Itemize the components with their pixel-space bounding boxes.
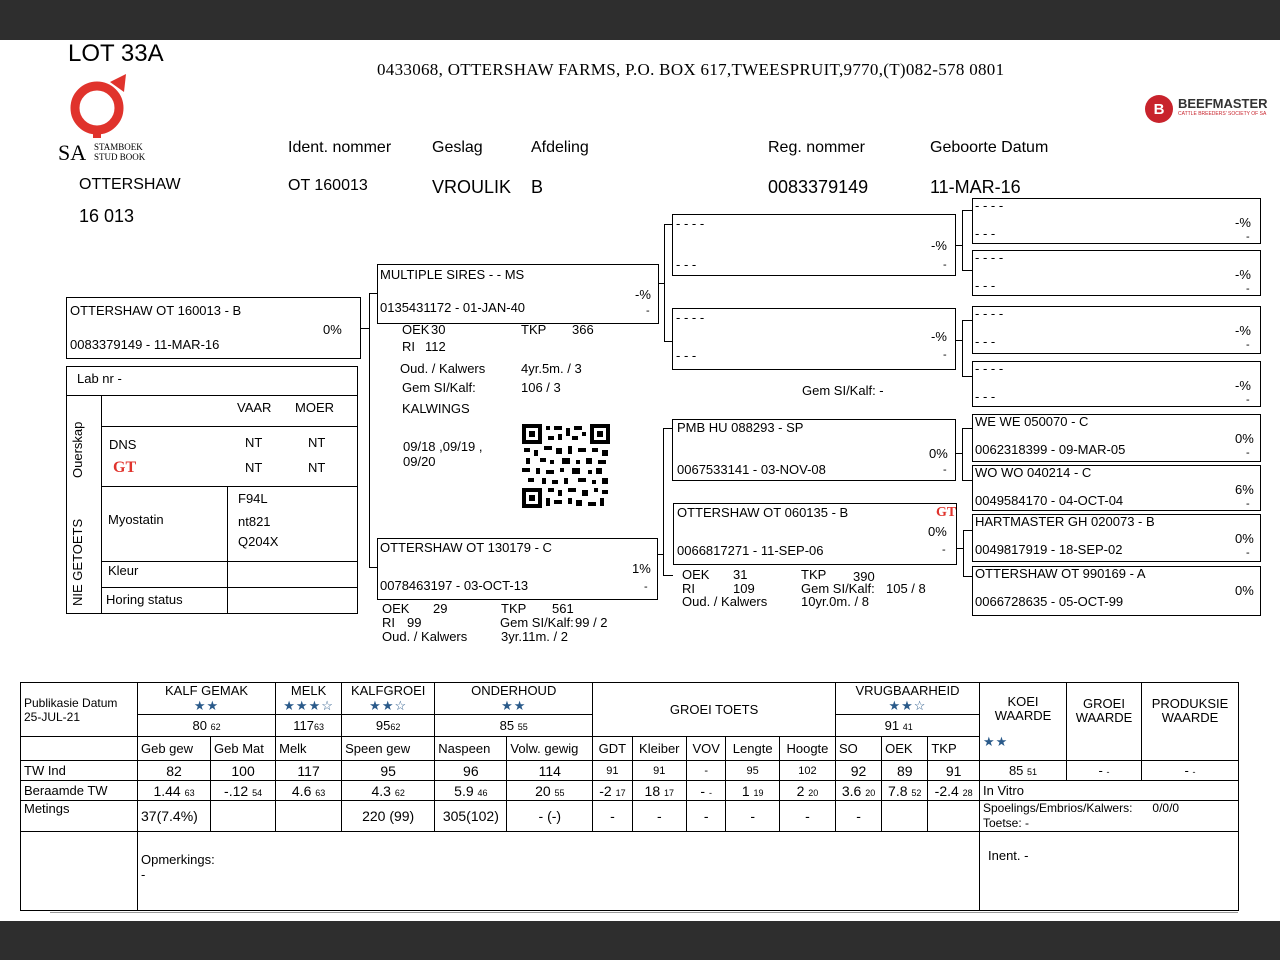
ggp-box-7 <box>972 514 1261 562</box>
met-value <box>928 801 980 832</box>
onderhoud-stars-icon: ★★ <box>501 698 527 713</box>
svg-text:B: B <box>1153 101 1165 118</box>
ggp-dash: - <box>1246 547 1250 559</box>
tw-groei: - <box>1098 763 1103 778</box>
dns-vaar: NT <box>245 435 263 450</box>
tw-koei-cell <box>980 761 1067 781</box>
ggp-pct: -% <box>1235 378 1251 393</box>
tw-value: 89 <box>882 761 928 781</box>
group-kalfgroei: KALFGROEI <box>350 683 426 698</box>
dam-name: OTTERSHAW OT 130179 - C <box>380 540 552 555</box>
group-koei-waarde: KOEI WAARDE <box>994 693 1052 723</box>
ident-value: OT 160013 <box>288 177 368 194</box>
sire-tkp: 366 <box>572 322 594 337</box>
btw-value: 7.8 <box>888 782 908 799</box>
group-vrugbaarheid: VRUGBAARHEID <box>855 683 960 698</box>
met-value <box>882 801 928 832</box>
gp-dd-gem-label: Gem SI/Kalf: <box>801 581 875 596</box>
gp-dd-tkp: 390 <box>853 569 875 584</box>
ggp-pct: 0% <box>1235 531 1254 546</box>
ggp-name: WO WO 040214 - C <box>975 465 1092 480</box>
tw-value: 96 <box>435 761 507 781</box>
tw-groei-cell <box>1067 761 1142 781</box>
gp-dd-name: OTTERSHAW OT 060135 - B <box>677 505 849 520</box>
gp-ss-dash: - <box>943 259 947 271</box>
group-kalf-gemak: KALF GEMAK <box>165 683 249 698</box>
sire-dash: - <box>646 305 650 317</box>
pub-label: Publikasie Datum <box>24 695 118 710</box>
gp-dd-gem: 105 / 8 <box>886 581 926 596</box>
sire-ri-label: RI <box>402 339 415 354</box>
tw-value: 92 <box>835 761 881 781</box>
ouerskap-label: Ouerskap <box>70 421 85 478</box>
gp-sd-reg: - - - <box>676 348 697 363</box>
tw-value: 100 <box>211 761 276 781</box>
btw-acc: 19 <box>753 787 764 798</box>
studbook-logo-icon <box>66 70 136 140</box>
btw-cell <box>211 781 276 801</box>
btw-value: 4.6 <box>291 782 312 799</box>
met-value: 37(7.4%) <box>138 801 211 832</box>
gp-dd-ct-icon: GT <box>936 505 957 520</box>
gp-ds-reg: 0067533141 - 03-NOV-08 <box>677 462 826 477</box>
ggp-box-3 <box>972 306 1261 354</box>
myostatin-label: Myostatin <box>108 512 164 527</box>
gp-dam-sire-box <box>672 419 956 481</box>
group-groei-toets: GROEI TOETS <box>593 683 836 737</box>
btw-value: 1 <box>741 782 750 799</box>
gp-dd-oek: 31 <box>733 567 748 582</box>
nie-getoets-label: NIE GETOETS <box>70 518 85 606</box>
ct-icon: GT <box>113 459 137 476</box>
subject-name: OTTERSHAW OT 160013 - B <box>70 303 242 318</box>
met-value: - <box>632 801 686 832</box>
btw-cell <box>632 781 686 801</box>
gp-dd-ri-label: RI <box>682 581 695 596</box>
dam-gem-label: Gem SI/Kalf: <box>500 615 574 630</box>
ggp-name: WE WE 050070 - C <box>975 414 1089 429</box>
tw-prod: - <box>1184 763 1189 778</box>
met-value: - <box>726 801 780 832</box>
sel-kalf-acc: 62 <box>210 722 221 732</box>
gp-ss-name: - - - - <box>676 216 705 231</box>
ggp-box-2 <box>972 250 1261 296</box>
col-header: TKP <box>928 737 980 761</box>
gp-dd-reg: 0066817271 - 11-SEP-06 <box>677 543 824 558</box>
dob-value: 11-MAR-16 <box>930 177 1021 197</box>
gp-sd-dash: - <box>943 349 947 361</box>
tw-value: - <box>686 761 725 781</box>
performance-table <box>20 682 1239 911</box>
kalf-stars-icon: ★★ <box>193 698 220 713</box>
sel-kalf: 80 <box>192 718 207 733</box>
horing-label: Horing status <box>106 592 183 607</box>
dam-dash: - <box>644 581 648 593</box>
ggp-name: OTTERSHAW OT 990169 - A <box>975 566 1146 581</box>
koei-stars-icon: ★★ <box>983 733 1009 749</box>
col-header: VOV <box>686 737 725 761</box>
studbook-sa: SA <box>58 140 87 165</box>
sire-oud: 4yr.5m. / 3 <box>521 361 582 376</box>
btw-cell <box>835 781 881 801</box>
btw-acc: 17 <box>615 787 626 798</box>
ggp-box-8 <box>972 566 1261 616</box>
ggp-pct: -% <box>1235 215 1251 230</box>
group-melk: MELK <box>290 683 327 698</box>
btw-value: 20 <box>535 782 551 799</box>
btw-acc: 28 <box>962 787 973 798</box>
ct-vaar: NT <box>245 460 263 475</box>
tw-value: 91 <box>928 761 980 781</box>
btw-acc: 63 <box>315 787 326 798</box>
dam-ri: 99 <box>407 615 422 630</box>
gp-dd-tkp-label: TKP <box>801 567 827 582</box>
sel-onderhoud: 85 <box>499 718 515 733</box>
myostatin-f94l: F94L <box>238 491 268 506</box>
dns-moer: NT <box>308 435 326 450</box>
tw-koei-acc: 51 <box>1027 767 1038 777</box>
gp-sd-pct: -% <box>931 329 947 344</box>
btw-acc: 63 <box>184 787 195 798</box>
vaar-label: VAAR <box>237 400 272 415</box>
group-onderhoud: ONDERHOUD <box>471 683 557 698</box>
sel-kalfgroei-acc: 62 <box>390 722 401 732</box>
ggp-reg_dob: - - - <box>975 334 996 349</box>
tw-value: 82 <box>138 761 211 781</box>
herd-name: OTTERSHAW <box>79 176 181 193</box>
reg-value: 0083379149 <box>768 177 869 197</box>
ggp-reg_dob: 0049817919 - 18-SEP-02 <box>975 542 1123 557</box>
ggp-pct: -% <box>1235 267 1251 282</box>
btw-acc: - <box>708 787 712 798</box>
btw-cell <box>593 781 632 801</box>
myostatin-q204x: Q204X <box>238 534 279 549</box>
btw-label: Beraamde TW <box>21 781 138 801</box>
sire-oek-label: OEK <box>402 322 430 337</box>
ggp-reg_dob: - - - <box>975 389 996 404</box>
ggp-reg_dob: 0062318399 - 09-MAR-05 <box>975 442 1126 457</box>
met-value: - <box>686 801 725 832</box>
sire-oek: 30 <box>431 322 446 337</box>
btw-acc: 17 <box>664 787 675 798</box>
kalwings-years: 09/18 ,09/19 , 09/20 <box>403 439 483 469</box>
dns-label: DNS <box>109 437 137 452</box>
btw-acc: 62 <box>394 787 405 798</box>
in-vitro-label: In Vitro <box>980 781 1239 801</box>
sire-box <box>377 264 659 324</box>
subject-box <box>66 297 361 359</box>
beefmaster-tagline: CATTLE BREEDERS' SOCIETY OF SA <box>1178 111 1267 117</box>
col-header: Kleiber <box>632 737 686 761</box>
sire-gem: 106 / 3 <box>521 380 561 395</box>
ggp-dash: - <box>1246 447 1250 459</box>
studbook-text: STAMBOEK STUD BOOK <box>94 142 146 162</box>
reg-label: Reg. nommer <box>768 139 865 156</box>
subject-pct: 0% <box>323 322 342 337</box>
btw-acc: 52 <box>911 787 922 798</box>
sex-label: Geslag <box>432 139 483 156</box>
btw-acc: 54 <box>252 787 263 798</box>
group-groei-waarde: GROEI WAARDE <box>1075 696 1133 725</box>
btw-value: - <box>700 782 706 799</box>
dam-tkp: 561 <box>552 601 574 616</box>
btw-value: -.12 <box>224 782 249 799</box>
col-header: Geb Mat <box>211 737 276 761</box>
btw-value: 3.6 <box>841 782 862 799</box>
gp-dd-dash: - <box>942 544 946 556</box>
col-header: Melk <box>276 737 342 761</box>
ggp-box-1 <box>972 198 1261 244</box>
met-value <box>276 801 342 832</box>
met-value: 305(102) <box>435 801 507 832</box>
ggp-dash: - <box>1246 231 1250 243</box>
gp-ds-pct: 0% <box>929 446 948 461</box>
sire-oud-label: Oud. / Kalwers <box>400 361 486 376</box>
gp-ds-dash: - <box>943 464 947 476</box>
gp-ss-reg: - - - <box>676 257 697 272</box>
myostatin-nt821: nt821 <box>238 514 271 529</box>
breeder-line: 0433068, OTTERSHAW FARMS, P.O. BOX 617,TWEESPRUIT,9770,(T)082-578 0801 <box>377 60 1005 79</box>
sire-name: MULTIPLE SIRES - - MS <box>380 267 525 282</box>
sire-gem-label: Gem SI/Kalf: <box>402 380 476 395</box>
ggp-reg_dob: - - - <box>975 278 996 293</box>
ggp-dash: - <box>1246 498 1250 510</box>
dam-oek-label: OEK <box>382 601 410 616</box>
ggp-reg_dob: 0066728635 - 05-OCT-99 <box>975 594 1124 609</box>
btw-cell <box>779 781 835 801</box>
subject-reg-dob: 0083379149 - 11-MAR-16 <box>70 337 220 352</box>
section-label: Afdeling <box>531 139 589 156</box>
gp-dd-ri: 109 <box>733 581 755 596</box>
col-header: Hoogte <box>779 737 835 761</box>
beefmaster-name: BEEFMASTER <box>1178 96 1268 111</box>
ident-label: Ident. nommer <box>288 139 392 156</box>
lot-number: LOT 33A <box>68 40 164 67</box>
met-label: Metings <box>21 801 138 832</box>
tw-value: 91 <box>593 761 632 781</box>
col-header: Lengte <box>726 737 780 761</box>
gp-sd-gem: Gem SI/Kalf: - <box>802 383 884 398</box>
met-value: - (-) <box>507 801 593 832</box>
dam-oud-label: Oud. / Kalwers <box>382 629 468 644</box>
met-value <box>211 801 276 832</box>
tw-value: 95 <box>342 761 435 781</box>
sel-melk: 117 <box>293 718 314 733</box>
sel-kalfgroei: 95 <box>375 718 391 733</box>
section-value: B <box>531 177 544 197</box>
sire-reg-dob: 0135431172 - 01-JAN-40 <box>380 300 526 315</box>
qr-code-icon <box>522 424 610 508</box>
vrug-stars-icon: ★★☆ <box>888 698 927 713</box>
ggp-pct: -% <box>1235 323 1251 338</box>
btw-acc: 20 <box>865 787 876 798</box>
tw-prod-acc: - <box>1192 767 1196 777</box>
gp-dd-oud-label: Oud. / Kalwers <box>682 594 768 609</box>
tw-groei-acc: - <box>1106 767 1110 777</box>
melk-stars-icon: ★★★☆ <box>283 698 334 713</box>
tw-prod-cell <box>1142 761 1239 781</box>
ggp-box-4 <box>972 361 1261 407</box>
ggp-reg_dob: - - - <box>975 226 996 241</box>
tw-label: TW Ind <box>21 761 138 781</box>
dam-box <box>377 538 658 600</box>
lab-nr: Lab nr - <box>77 371 122 386</box>
btw-value: -2 <box>599 782 612 799</box>
btw-acc: 20 <box>808 787 819 798</box>
opmerkings-value: - <box>141 867 146 882</box>
btw-value: 1.44 <box>153 782 181 799</box>
moer-label: MOER <box>295 400 334 415</box>
ggp-pct: 6% <box>1235 482 1254 497</box>
met-value: 220 (99) <box>342 801 435 832</box>
btw-value: 4.3 <box>371 782 391 799</box>
col-header: SO <box>835 737 881 761</box>
sel-vrug: 91 <box>884 718 900 733</box>
tw-value: 95 <box>726 761 780 781</box>
btw-value: 5.9 <box>454 782 474 799</box>
btw-value: -2.4 <box>934 782 959 799</box>
met-value: - <box>593 801 632 832</box>
gp-sire-dam-box <box>672 308 956 370</box>
sel-vrug-acc: 41 <box>902 722 913 732</box>
btw-cell <box>882 781 928 801</box>
ggp-name: - - - - <box>975 198 1004 213</box>
ggp-box-5 <box>972 414 1261 462</box>
gp-ds-name: PMB HU 088293 - SP <box>677 420 804 435</box>
btw-cell <box>435 781 507 801</box>
btw-value: 18 <box>644 782 661 799</box>
btw-value: 2 <box>796 782 805 799</box>
gp-dd-pct: 0% <box>928 524 947 539</box>
sire-tkp-label: TKP <box>521 322 547 337</box>
kalwings-label: KALWINGS <box>402 401 470 416</box>
tw-value: 102 <box>779 761 835 781</box>
btw-cell <box>507 781 593 801</box>
ggp-name: - - - - <box>975 361 1004 376</box>
sex-value: VROULIK <box>432 177 512 197</box>
dam-oek: 29 <box>433 601 448 616</box>
ggp-name: HARTMASTER GH 020073 - B <box>975 514 1155 529</box>
btw-acc: 46 <box>477 787 488 798</box>
ct-moer: NT <box>308 460 326 475</box>
dam-tkp-label: TKP <box>501 601 527 616</box>
dam-pct: 1% <box>632 561 651 576</box>
beefmaster-logo-icon <box>1144 94 1174 124</box>
col-header: Speen gew <box>342 737 435 761</box>
gp-sd-name: - - - - <box>676 310 705 325</box>
sire-ri: 112 <box>425 339 446 354</box>
tw-value: 91 <box>632 761 686 781</box>
gp-sire-sire-box <box>672 214 956 276</box>
sel-melk-acc: 63 <box>313 722 324 732</box>
bottom-bar <box>0 921 1280 960</box>
tw-koei: 85 <box>1008 763 1024 778</box>
toetse-label: Toetse: - <box>983 816 1030 830</box>
gp-dd-oud: 10yr.0m. / 8 <box>801 594 869 609</box>
inent-label: Inent. - <box>980 832 1239 911</box>
gp-dam-dam-box <box>673 503 957 565</box>
btw-acc: 55 <box>554 787 565 798</box>
gp-ss-pct: -% <box>931 238 947 253</box>
sire-pct: -% <box>635 287 651 302</box>
pub-date: 25-JUL-21 <box>24 709 81 724</box>
ggp-dash: - <box>1246 394 1250 406</box>
tw-value: 114 <box>507 761 593 781</box>
btw-cell <box>138 781 211 801</box>
kleur-label: Kleur <box>108 563 139 578</box>
ggp-pct: 0% <box>1235 431 1254 446</box>
col-header: Volw. gewig <box>507 737 593 761</box>
opmerkings-label: Opmerkings: <box>141 852 215 867</box>
spoelings-value: 0/0/0 <box>1152 801 1180 815</box>
ggp-reg_dob: 0049584170 - 04-OCT-04 <box>975 493 1124 508</box>
dob-label: Geboorte Datum <box>930 139 1049 156</box>
btw-cell <box>276 781 342 801</box>
kalfgroei-stars-icon: ★★☆ <box>369 698 408 713</box>
ggp-dash: - <box>1246 283 1250 295</box>
met-value: - <box>779 801 835 832</box>
group-produksie-waarde: PRODUKSIE WAARDE <box>1151 696 1229 725</box>
dam-ri-label: RI <box>382 615 395 630</box>
top-bar <box>0 0 1280 40</box>
dam-gem: 99 / 2 <box>575 615 608 630</box>
ggp-name: - - - - <box>975 306 1004 321</box>
sel-onderhoud-acc: 55 <box>517 722 528 732</box>
btw-cell <box>686 781 725 801</box>
btw-cell <box>726 781 780 801</box>
col-header: Naspeen <box>435 737 507 761</box>
dam-reg-dob: 0078463197 - 03-OCT-13 <box>380 578 529 593</box>
btw-cell <box>342 781 435 801</box>
spoelings-cell <box>980 801 1239 832</box>
col-header: OEK <box>882 737 928 761</box>
met-value: - <box>835 801 881 832</box>
ggp-pct: 0% <box>1235 583 1254 598</box>
ggp-box-6 <box>972 465 1261 511</box>
ggp-dash: - <box>1246 339 1250 351</box>
tw-value: 117 <box>276 761 342 781</box>
col-header: GDT <box>593 737 632 761</box>
btw-cell <box>928 781 980 801</box>
col-header: Geb gew <box>138 737 211 761</box>
dam-oud: 3yr.11m. / 2 <box>501 629 568 644</box>
gp-dd-oek-label: OEK <box>682 567 710 582</box>
herd-number: 16 013 <box>79 206 135 226</box>
ggp-name: - - - - <box>975 250 1004 265</box>
spoelings-label: Spoelings/Embrios/Kalwers: <box>983 801 1133 815</box>
